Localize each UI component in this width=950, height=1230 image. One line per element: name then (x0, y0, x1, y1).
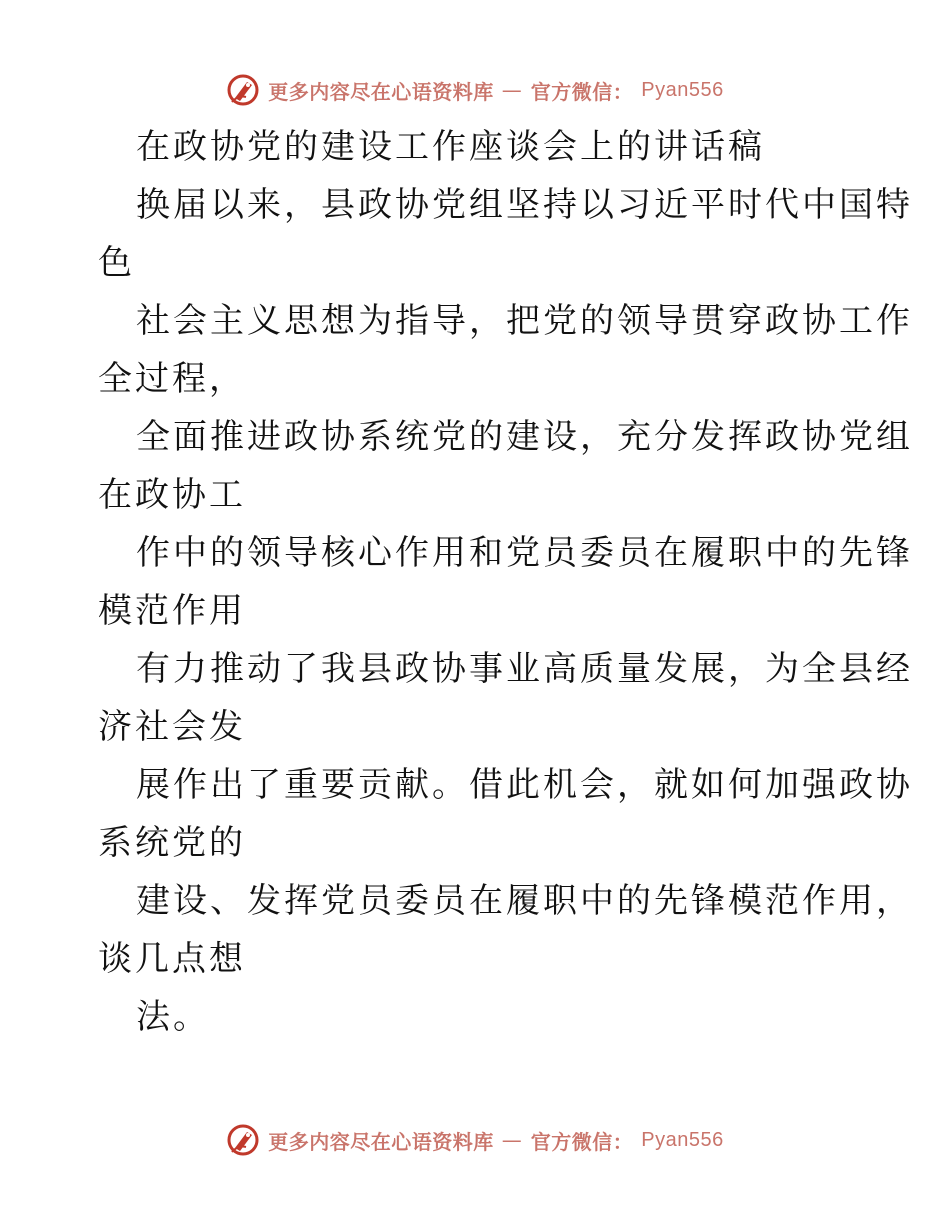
fountain-pen-logo-icon (226, 1123, 260, 1157)
document-title: 在政协党的建设工作座谈会上的讲话稿 (136, 127, 765, 167)
banner-official-label: 官方微信： (530, 79, 634, 104)
header-watermark-banner (0, 70, 950, 110)
document-body (98, 118, 913, 1046)
text-line: 法。 (136, 997, 210, 1037)
text-line: 在政协工 (98, 475, 246, 515)
banner-main-text: 更多内容尽在心语资料库 (268, 79, 494, 104)
banner-wechat-id: Pyan556 (641, 78, 724, 101)
text-line: 社会主义思想为指导，把党的领导贯穿政协工作 (136, 301, 913, 341)
banner-separator: — (501, 1128, 523, 1152)
text-line: 有力推动了我县政协事业高质量发展，为全县经 (136, 649, 913, 689)
text-line: 建设、发挥党员委员在履职中的先锋模范作用， (136, 881, 913, 921)
fountain-pen-logo-icon (226, 73, 260, 107)
text-line: 全过程， (98, 359, 246, 399)
banner-main-text: 更多内容尽在心语资料库 (268, 1129, 494, 1154)
text-line: 换届以来，县政协党组坚持以习近平时代中国特 (136, 185, 913, 225)
text-line: 济社会发 (98, 707, 246, 747)
text-line: 作中的领导核心作用和党员委员在履职中的先锋 (136, 533, 913, 573)
text-line: 全面推进政协系统党的建设，充分发挥政协党组 (136, 417, 913, 457)
text-line: 系统党的 (98, 823, 246, 863)
text-line: 展作出了重要贡献。借此机会，就如何加强政协 (136, 765, 913, 805)
banner-official-label: 官方微信： (530, 1129, 634, 1154)
text-line: 色 (98, 243, 135, 283)
text-line: 谈几点想 (98, 939, 246, 979)
banner-wechat-id: Pyan556 (641, 1128, 724, 1151)
text-line: 模范作用 (98, 591, 246, 631)
banner-separator: — (501, 78, 523, 102)
footer-watermark-banner (0, 1120, 950, 1160)
